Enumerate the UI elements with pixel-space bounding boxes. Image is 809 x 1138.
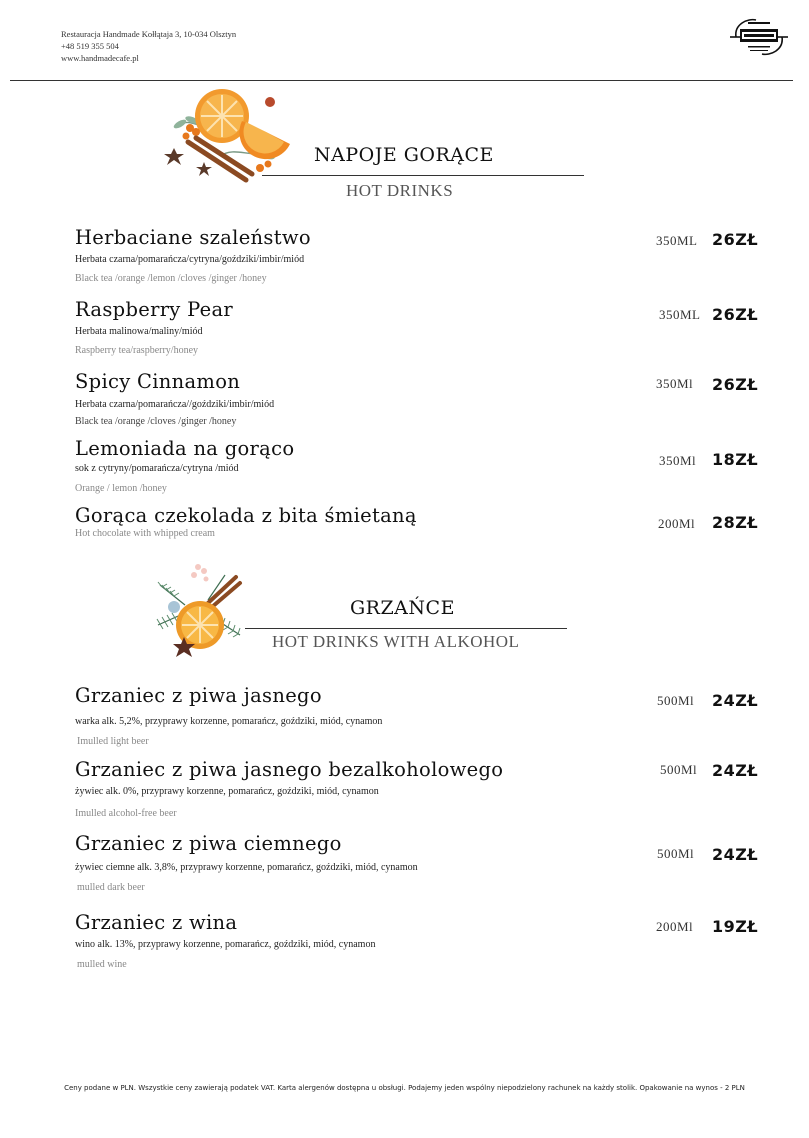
item-price: 26ZŁ [712, 305, 759, 324]
item-name: Grzaniec z wina [75, 911, 238, 934]
header-divider [10, 80, 793, 81]
item-price: 18ZŁ [712, 450, 759, 469]
phone-line: +48 519 355 504 [61, 41, 119, 51]
item-volume: 350ML [656, 233, 698, 248]
item-description: Herbata malinowa/maliny/miód [75, 326, 203, 337]
item-description: Herbata czarna/pomarańcza//goździki/imbir/miód [75, 399, 275, 410]
item-name: Raspberry Pear [75, 298, 234, 321]
item-price: 26ZŁ [712, 230, 759, 249]
item-description-en: Imulled light beer [77, 736, 149, 747]
item-name: Grzaniec z piwa ciemnego [75, 832, 342, 855]
footer-note: Ceny podane w PLN. Wszystkie ceny zawierają podatek VAT. Karta alergenów dostępna u obsługi. Podajemy jeden wspólny niepodzielony rachunek na każdy stolik. Opakowanie na wynos - 2 PLN [64, 1084, 745, 1092]
item-description: żywiec alk. 0%, przyprawy korzenne, pomarańcz, goździki, miód, cynamon [75, 786, 379, 797]
item-description-en: Orange / lemon /honey [75, 483, 167, 494]
item-description-en: Black tea /orange /cloves /ginger /honey [75, 416, 237, 427]
mulled-spice-illustration [150, 555, 250, 660]
item-price: 24ZŁ [712, 761, 759, 780]
section-title-hot-drinks: NAPOJE GORĄCE [314, 144, 494, 166]
item-name: Herbaciane szaleństwo [75, 226, 311, 249]
item-description-en: mulled dark beer [77, 882, 145, 893]
item-volume: 500Ml [657, 846, 695, 861]
item-description-en: Raspberry tea/raspberry/honey [75, 345, 199, 356]
orange-cinnamon-illustration [160, 86, 290, 186]
item-description: Herbata czarna/pomarańcza/cytryna/goździki/imbir/miód [75, 254, 305, 265]
item-price: 28ZŁ [712, 513, 759, 532]
website-line: www.handmadecafe.pl [61, 53, 139, 63]
item-volume: 500Ml [660, 762, 698, 777]
item-description: sok z cytryny/pomarańcza/cytryna /miód [75, 463, 239, 474]
address-line: Restauracja Handmade Kołłątaja 3, 10-034 Olsztyn [61, 29, 237, 39]
handmade-logo-icon [726, 12, 792, 62]
item-price: 24ZŁ [712, 691, 759, 710]
item-volume: 350Ml [656, 376, 694, 391]
item-description: żywiec ciemne alk. 3,8%, przyprawy korzenne, pomarańcz, goździki, miód, cynamon [75, 862, 418, 873]
item-name: Grzaniec z piwa jasnego bezalkoholowego [75, 758, 504, 781]
item-description-en: Hot chocolate with whipped cream [75, 528, 215, 539]
item-description-en: mulled wine [77, 959, 127, 970]
item-name: Grzaniec z piwa jasnego [75, 684, 322, 707]
item-description: wino alk. 13%, przyprawy korzenne, pomarańcz, goździki, miód, cynamon [75, 939, 376, 950]
section-divider [245, 628, 567, 629]
item-volume: 200Ml [658, 516, 696, 531]
item-volume: 200Ml [656, 919, 694, 934]
item-volume: 350ML [659, 307, 701, 322]
item-name: Gorąca czekolada z bita śmietaną [75, 504, 417, 527]
item-name: Lemoniada na gorąco [75, 437, 295, 460]
item-volume: 350Ml [659, 453, 697, 468]
item-description: warka alk. 5,2%, przyprawy korzenne, pomarańcz, goździki, miód, cynamon [75, 716, 383, 727]
item-price: 24ZŁ [712, 845, 759, 864]
item-description-en: Imulled alcohol-free beer [75, 808, 177, 819]
section-title-mulled: GRZAŃCE [350, 597, 455, 619]
item-volume: 500Ml [657, 693, 695, 708]
item-price: 26ZŁ [712, 375, 759, 394]
section-divider [262, 175, 584, 176]
section-subtitle-mulled: HOT DRINKS WITH ALKOHOL [272, 632, 520, 651]
item-description-en: Black tea /orange /lemon /cloves /ginger /honey [75, 273, 267, 284]
section-subtitle-hot-drinks: HOT DRINKS [346, 181, 454, 200]
item-price: 19ZŁ [712, 917, 759, 936]
item-name: Spicy Cinnamon [75, 370, 241, 393]
restaurant-info [61, 28, 236, 64]
